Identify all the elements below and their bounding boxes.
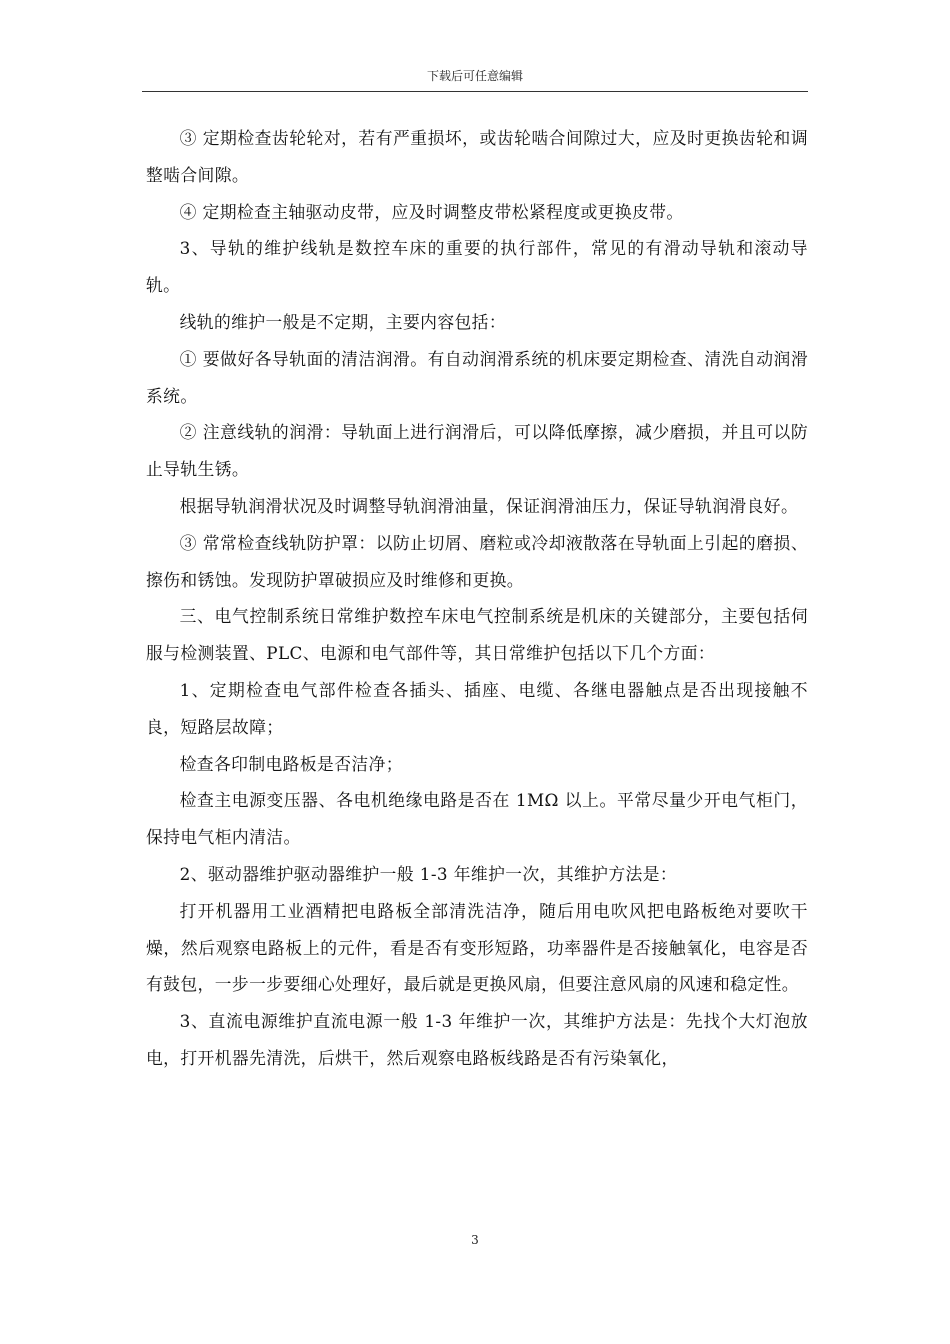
document-body — [146, 120, 808, 1077]
paragraph: ③ 定期检查齿轮轮对，若有严重损坏，或齿轮啮合间隙过大，应及时更换齿轮和调整啮合间隙。 — [146, 128, 808, 185]
paragraph: 检查主电源变压器、各电机绝缘电路是否在 1MΩ 以上。平常尽量少开电气柜门，保持电气柜内清洁。 — [146, 790, 808, 848]
paragraph: 3、直流电源维护直流电源一般 1-3 年维护一次，其维护方法是：先找个大灯泡放电，打开机器先清洗，后烘干，然后观察电路板线路是否有污染氧化， — [146, 1011, 808, 1068]
paragraph: ④ 定期检查主轴驱动皮带，应及时调整皮带松紧程度或更换皮带。 — [179, 201, 684, 222]
paragraph: 线轨的维护一般是不定期，主要内容包括： — [179, 311, 507, 332]
paragraph: 根据导轨润滑状况及时调整导轨润滑油量，保证润滑油压力，保证导轨润滑良好。 — [179, 495, 799, 516]
paragraph: 2、驱动器维护驱动器维护一般 1-3 年维护一次，其维护方法是： — [179, 863, 678, 884]
header-divider — [142, 91, 808, 92]
paragraph: ② 注意线轨的润滑：导轨面上进行润滑后，可以降低摩擦，减少磨损，并且可以防止导轨生锈。 — [146, 422, 808, 480]
paragraph: 打开机器用工业酒精把电路板全部清洗洁净，随后用电吹风把电路板绝对要吹干燥，然后观察电路板上的元件，看是否有变形短路，功率器件是否接触氧化，电容是否有鼓包，一步一步要细心处理好，最后就是更换风扇，但要注意风扇的风速和稳定性。 — [146, 900, 808, 995]
paragraph: 三、电气控制系统日常维护数控车床电气控制系统是机床的关键部分，主要包括伺服与检测装置、PLC、电源和电气部件等，其日常维护包括以下几个方面： — [146, 606, 808, 664]
page-number: 3 — [471, 1233, 479, 1247]
paragraph: ③ 常常检查线轨防护罩：以防止切屑、磨粒或冷却液散落在导轨面上引起的磨损、擦伤和锈蚀。发现防护罩破损应及时维修和更换。 — [146, 532, 808, 590]
paragraph: 3、导轨的维护线轨是数控车床的重要的执行部件，常见的有滑动导轨和滚动导轨。 — [146, 238, 808, 296]
paragraph: ① 要做好各导轨面的清洁润滑。有自动润滑系统的机床要定期检查、清洗自动润滑系统。 — [146, 348, 808, 406]
paragraph: 检查各印制电路板是否洁净； — [179, 753, 403, 774]
paragraph: 1、定期检查电气部件检查各插头、插座、电缆、各继电器触点是否出现接触不良，短路层故障； — [146, 679, 808, 737]
page-header: 下载后可任意编辑 — [426, 69, 523, 83]
